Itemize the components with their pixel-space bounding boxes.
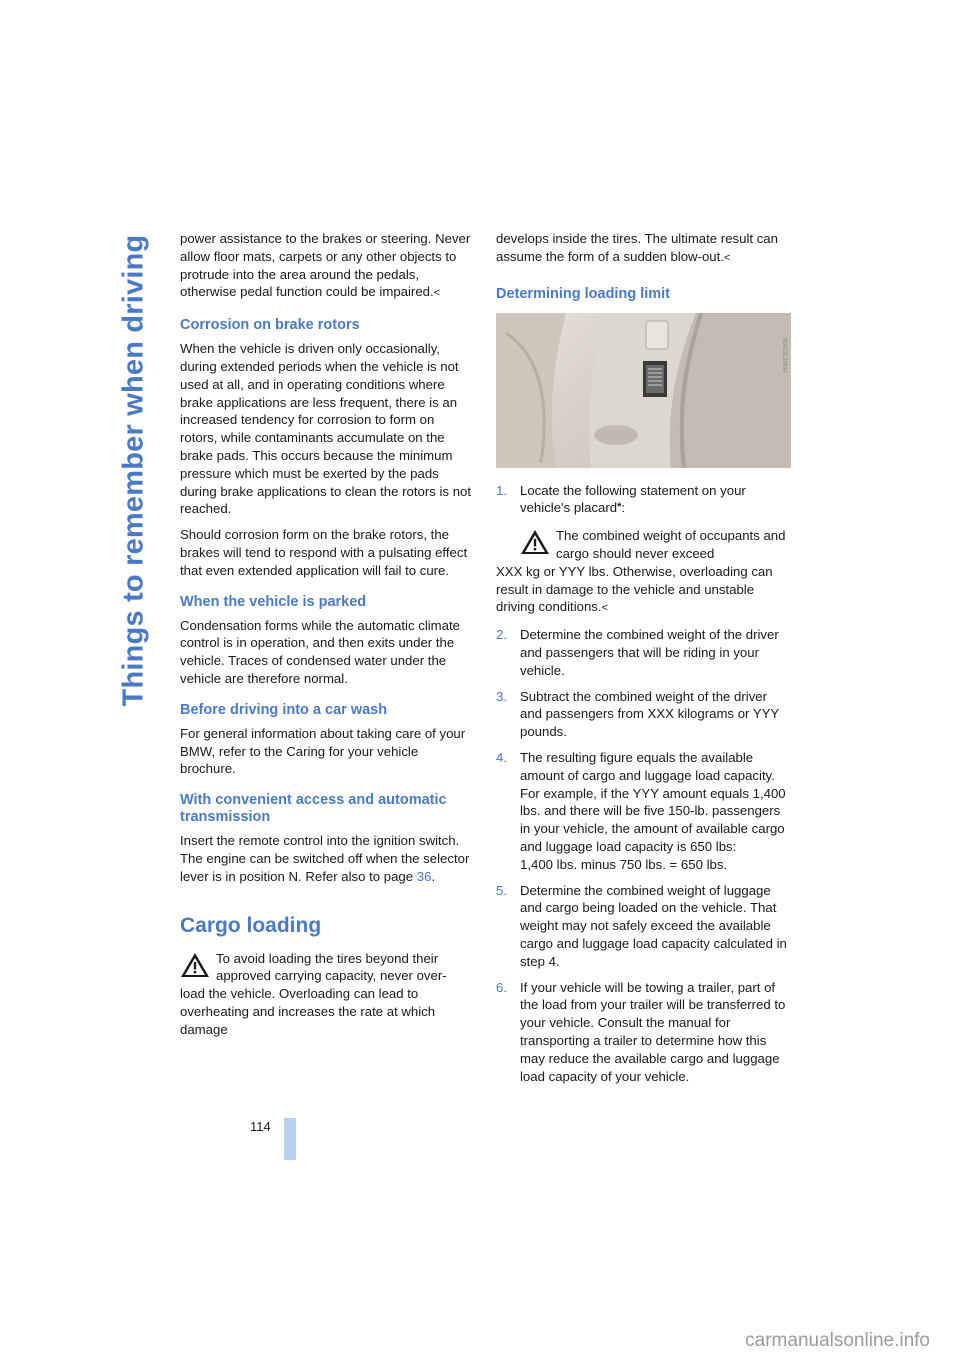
page-number-bar — [284, 1118, 296, 1160]
cargo-warning: To avoid loading the tires beyond their approved carrying capacity, never over- load the vehicle. Overloading can lead to overheating and increases the rate at which damage — [180, 950, 447, 1037]
loading-limit-heading: Determining loading limit — [496, 285, 671, 302]
intro-paragraph: power assistance to the brakes or steering. Never allow floor mats, carpets or any other objects to protrude into the area around the pedals, otherwise pedal function could be impaired.< — [180, 231, 471, 300]
list-item: 3. Subtract the combined weight of the driver and passengers from XXX kilograms or YYY pounds. — [496, 688, 779, 740]
access-paragraph: Insert the remote control into the ignition switch. The engine can be switched off when the selector lever is in position N. Refer also to page 36. — [180, 833, 470, 884]
loading-steps-list — [496, 482, 791, 1086]
side-section-title: Things to remember when driving — [117, 234, 150, 706]
corrosion-heading: Corrosion on brake rotors — [180, 317, 360, 334]
photo-code: WA03120MA — [781, 337, 787, 373]
access-heading: With convenient access and automatic transmission — [180, 792, 447, 826]
parked-paragraph: Condensation forms while the automatic climate control is in operation, and then exits under the vehicle. Traces of condensed water under the vehicle are therefore normal. — [180, 617, 461, 686]
watermark: carmanualsonline.info — [745, 1330, 930, 1351]
placard-warning: The combined weight of occupants and cargo should never exceed XXX kg or YYY lbs. Otherwise, overloading can result in damage to the vehicle and unstable driving conditions.< — [496, 528, 786, 615]
corrosion-paragraph-2: Should corrosion form on the brake rotors, the brakes will tend to respond with a pulsating effect that even extended application will fail to cure. — [180, 527, 468, 578]
list-item: 6. If your vehicle will be towing a trailer, part of the load from your trailer will be transferred to your vehicle. Consult the manual for transporting a trailer to determine how this may reduce the available cargo and luggage load capacity of your vehicle. — [496, 979, 786, 1084]
page-number: 114 — [250, 1119, 271, 1134]
cargo-loading-heading: Cargo loading — [180, 913, 322, 937]
list-item: 5. Determine the combined weight of luggage and cargo being loaded on the vehicle. That weight may not safely exceed the available cargo and luggage load capacity calculated in step 4. — [496, 882, 787, 969]
right-column — [496, 230, 791, 1093]
page-36-link[interactable]: 36 — [416, 868, 432, 884]
list-item: 4. The resulting figure equals the available amount of cargo and luggage load capacity. For example, if the YYY amount equals 1,400 lbs. and there will be five 150-lb. passengers in your vehicle, the amount of available cargo and luggage load capacity is 650 lbs: 1,400 lbs. minus 750 lbs. = 650 lbs. — [496, 749, 786, 872]
carwash-paragraph: For general information about taking care of your BMW, refer to the Caring for your vehicle brochure. — [180, 725, 466, 777]
warning-triangle-icon — [520, 529, 550, 555]
list-item: 1. Locate the following statement on your vehicle's placard*: The combined weight of occupants and cargo should never exceed XXX kg or YYY lbs. Otherwise, overloading can result in damage to the vehicle and unstable driving conditions.< — [496, 482, 791, 619]
carwash-heading: Before driving into a car wash — [180, 701, 388, 718]
corrosion-paragraph-1: When the vehicle is driven only occasionally, during extended periods when the vehicle is not used at all, and in operating conditions where brake applications are less frequent, there is an increased tendency for corrosion to form on rotors, while contaminants accumulate on the brake pads. This occurs because the minimum pressure which must be exerted by the pads during brake applications to clean the rotors is not reached. — [180, 341, 472, 517]
list-item: 2. Determine the combined weight of the driver and passengers that will be riding in your vehicle. — [496, 627, 779, 678]
left-column — [180, 230, 475, 1047]
parked-heading: When the vehicle is parked — [180, 593, 367, 610]
warning-triangle-icon — [180, 952, 210, 978]
door-pillar-placard-photo — [496, 313, 791, 468]
continued-paragraph: develops inside the tires. The ultimate result can assume the form of a sudden blow-out.< — [496, 231, 778, 264]
